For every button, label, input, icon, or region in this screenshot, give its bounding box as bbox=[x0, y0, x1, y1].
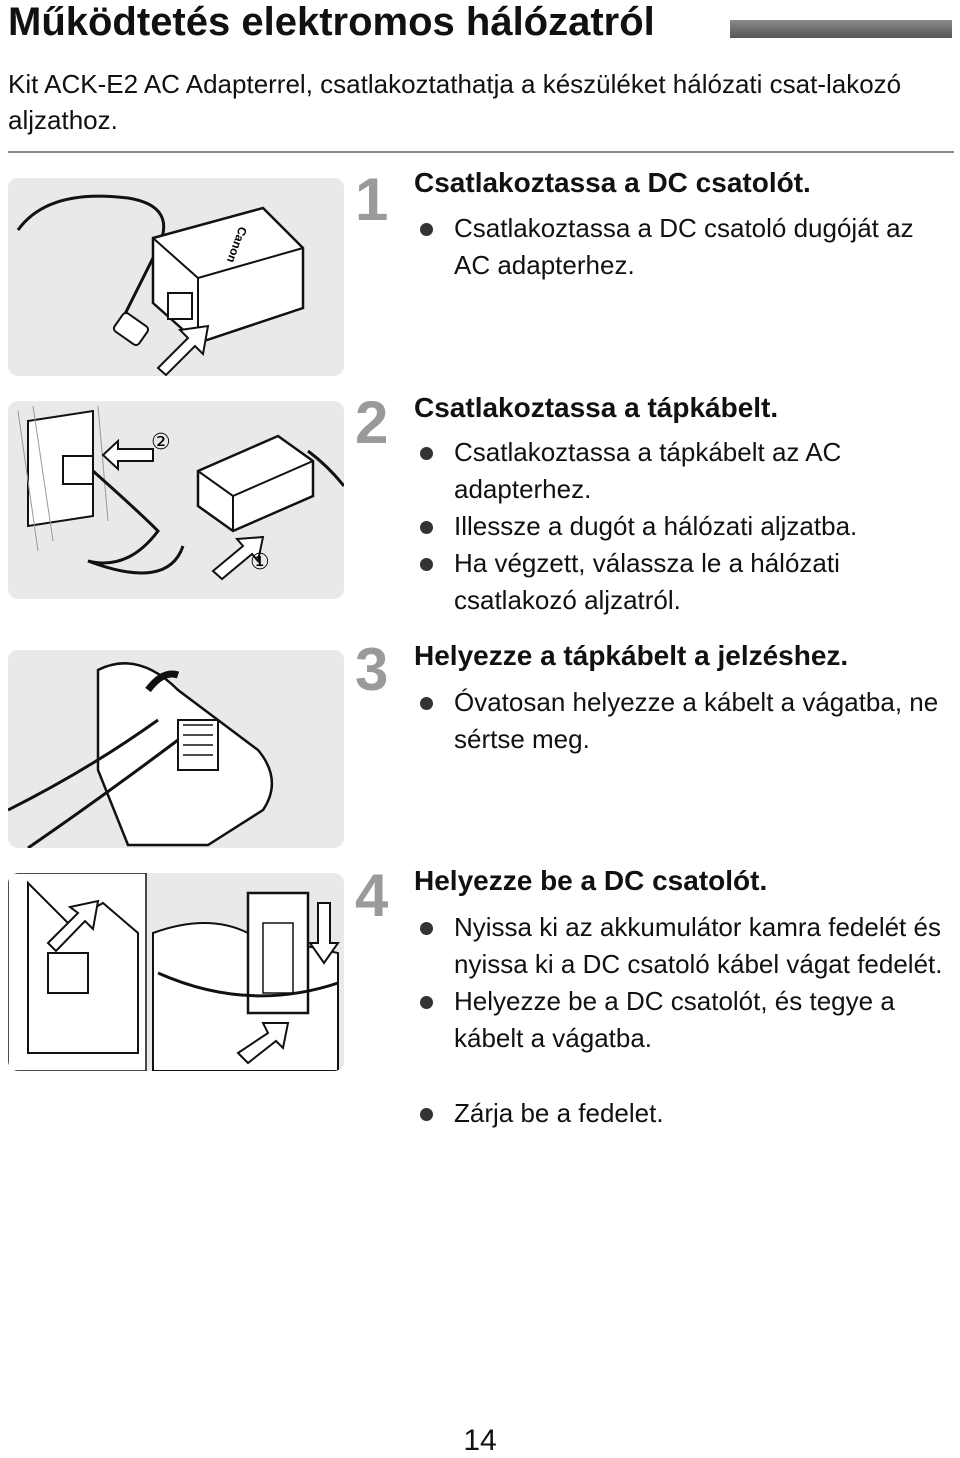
list-item: Nyissa ki az akkumulátor kamra fedelét és nyissa ki a DC csatoló kábel vágat fedelét. bbox=[414, 909, 954, 983]
page-title: Működtetés elektromos hálózatról bbox=[8, 0, 655, 44]
illustration-cable-notch bbox=[8, 650, 344, 848]
list-item: Zárja be a fedelet. bbox=[414, 1095, 954, 1132]
page-number: 14 bbox=[463, 1424, 497, 1457]
bullet-icon bbox=[420, 996, 433, 1009]
intro-paragraph: Kit ACK-E2 AC Adapterrel, csatlakoztathatja a készüléket hálózati csat-lakozó aljzathoz. bbox=[8, 69, 902, 135]
step-3-bullets bbox=[414, 684, 954, 758]
list-item: Óvatosan helyezze a kábelt a vágatba, ne sértse meg. bbox=[414, 684, 954, 758]
adapter-brand-label: Canon bbox=[223, 224, 250, 265]
bullet-icon bbox=[420, 1108, 433, 1121]
step-2-number: 2 bbox=[355, 389, 389, 456]
step-2-title: Csatlakoztassa a tápkábelt. bbox=[414, 392, 779, 423]
illustration-insert-dc-coupler bbox=[8, 873, 344, 1071]
bullet-icon bbox=[420, 521, 433, 534]
step-1-title: Csatlakoztassa a DC csatolót. bbox=[414, 167, 811, 198]
bullet-icon bbox=[420, 223, 433, 236]
step-4-number: 4 bbox=[355, 862, 389, 929]
bullet-icon bbox=[420, 558, 433, 571]
step-3-title: Helyezze a tápkábelt a jelzéshez. bbox=[414, 640, 849, 671]
bullet-icon bbox=[420, 922, 433, 935]
title-decoration-bar bbox=[730, 20, 952, 38]
illustration-power-cord-outlet bbox=[8, 401, 344, 599]
list-item: Csatlakoztassa a tápkábelt az AC adapterhez. bbox=[414, 434, 954, 508]
step-3-number: 3 bbox=[355, 636, 389, 703]
step-2-bullets bbox=[414, 434, 954, 619]
list-item: Helyezze be a DC csatolót, és tegye a kábelt a vágatba. bbox=[414, 983, 954, 1057]
bullet-icon bbox=[420, 447, 433, 460]
step-1-bullets bbox=[414, 210, 954, 284]
bullet-icon bbox=[420, 697, 433, 710]
callout-2: ② bbox=[151, 429, 171, 454]
section-divider bbox=[8, 151, 954, 153]
list-item: Csatlakoztassa a DC csatoló dugóját az AC adapterhez. bbox=[414, 210, 954, 284]
callout-1: ① bbox=[250, 549, 270, 574]
step-1-number: 1 bbox=[355, 166, 389, 233]
illustration-dc-plug-adapter bbox=[8, 178, 344, 376]
step-4-bullets bbox=[414, 909, 954, 1132]
list-item: Illessze a dugót a hálózati aljzatba. bbox=[414, 508, 954, 545]
list-item: Ha végzett, válassza le a hálózati csatlakozó aljzatról. bbox=[414, 545, 954, 619]
step-4-title: Helyezze be a DC csatolót. bbox=[414, 865, 768, 896]
